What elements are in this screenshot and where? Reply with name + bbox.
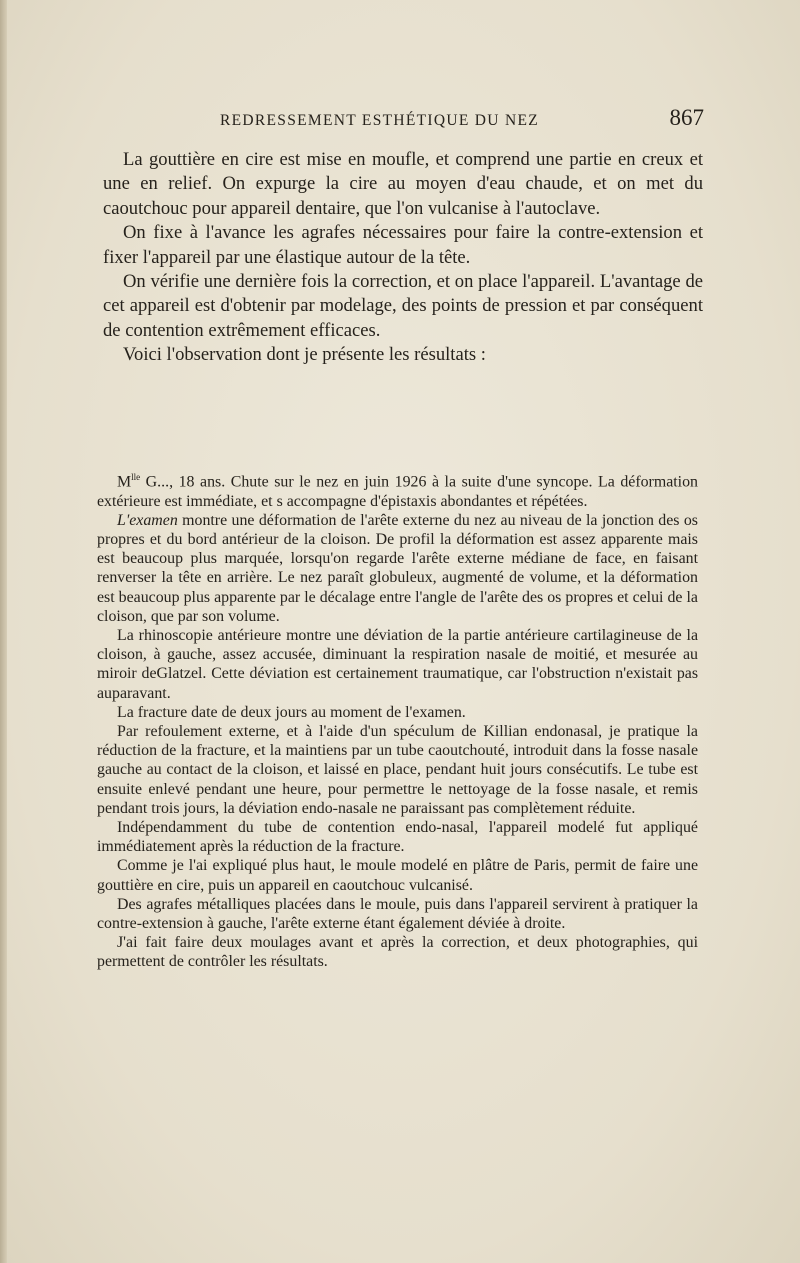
- exam-heading: L'examen: [117, 511, 178, 529]
- page-header: [104, 103, 704, 133]
- paragraph: Par refoulement externe, et à l'aide d'un spéculum de Killian endonasal, je pratique la réduction de la fracture, et la maintiens par un tube caoutchouté, introduit dans la fosse nasale gauche au contact de la cloison, et laissé en place, pendant huit jours consécutifs. Le tube est ensuite enlevé pendant une heure, pour permettre le nettoyage de la fosse nasale, et remis pendant trois jours, la déviation endo-nasale ne paraissant pas complètement réduite.: [97, 722, 698, 817]
- paragraph: La gouttière en cire est mise en moufle, et comprend une partie en creux et une en relief. On expurge la cire au moyen d'eau chaude, et on met du caoutchouc pour appareil dentaire, que l'on vulcanise à l'autoclave.: [103, 149, 703, 219]
- paragraph: La fracture date de deux jours au moment de l'examen.: [117, 703, 466, 721]
- paragraph: Comme je l'ai expliqué plus haut, le moule modelé en plâtre de Paris, permit de faire une gouttière en cire, puis un appareil en caoutchouc vulcanisé.: [97, 857, 698, 894]
- paragraph: La rhinoscopie antérieure montre une déviation de la partie antérieure cartilagineuse de la cloison, à gauche, assez accusée, diminuant la respiration nasale de moitié, et mesurée au miroir deGlatzel. Cette déviation est certainement traumatique, car l'obstruction n'existait pas auparavant.: [97, 626, 698, 702]
- paragraph: On vérifie une dernière fois la correction, et on place l'appareil. L'avantage de cet appareil est d'obtenir par modelage, des points de pression et par conséquent de contention extrêmement efficaces.: [103, 271, 703, 341]
- page-number: 867: [669, 105, 704, 130]
- paragraph: Indépendamment du tube de contention endo-nasal, l'appareil modelé fut appliqué immédiatement après la réduction de la fracture.: [97, 818, 698, 856]
- main-text: [103, 148, 703, 368]
- paragraph: Des agrafes métalliques placées dans le moule, puis dans l'appareil servirent à pratiquer la contre-extension à gauche, l'arête externe étant également déviée à droite.: [97, 895, 698, 932]
- observation-opening-text: G..., 18 ans. Chute sur le nez en juin 1926 à la suite d'une syncope. La déformation extérieure est immédiate, et s accompagne d'épistaxis abondantes et répétées.: [97, 473, 698, 510]
- patient-prefix: M: [117, 473, 132, 491]
- patient-superscript: lle: [131, 472, 141, 482]
- binding-edge: [0, 0, 7, 1263]
- running-head: REDRESSEMENT ESTHÉTIQUE DU NEZ: [220, 112, 539, 129]
- observation-text: [97, 468, 698, 972]
- exam-paragraph: [97, 511, 698, 626]
- exam-text: montre une déformation de l'arête externe du nez au niveau de la jonction des os propres et du bord antérieur de la cloison. De profil la déformation est assez apparente mais est beaucoup plus marquée, lorsqu'on regarde l'arête externe médiane de face, en faisant renverser la tête en arrière. Le nez paraît globuleux, augmenté de volume, et la déformation est beaucoup plus apparente par le décalage entre l'angle de l'arête des os propres et celui de la cloison, que par son volume.: [97, 511, 698, 625]
- observation-intro: Voici l'observation dont je présente les résultats :: [123, 344, 486, 366]
- paragraph: J'ai fait faire deux moulages avant et après la correction, et deux photographies, qui permettent de contrôler les résultats.: [97, 934, 698, 971]
- observation-opening: [97, 468, 698, 511]
- paragraph: On fixe à l'avance les agrafes nécessaires pour faire la contre-extension et fixer l'appareil par une élastique autour de la tête.: [103, 222, 703, 268]
